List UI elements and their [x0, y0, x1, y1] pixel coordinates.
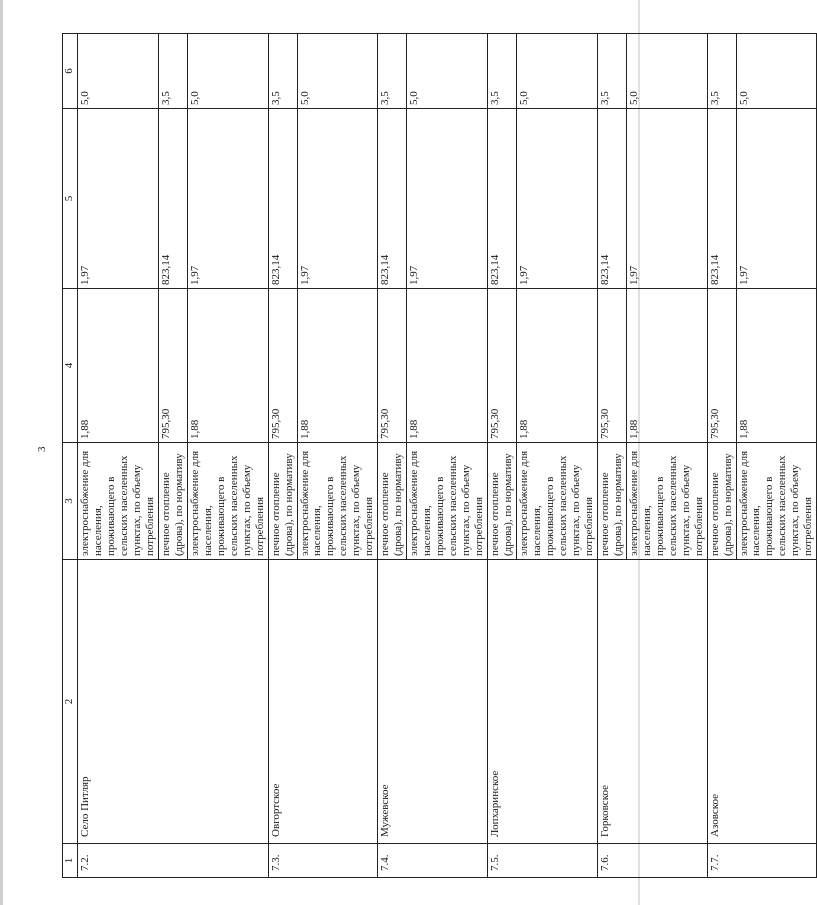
- row-number: 7.7.: [707, 844, 817, 878]
- value-col6: 3,5: [707, 34, 736, 109]
- value-col4: 1,88: [187, 289, 268, 443]
- service-description: электроснабжение для населения, проживающего в сельских населенных пунктах, по объему потребления: [297, 443, 378, 560]
- service-description: электроснабжение для населения, проживающего в сельских населенных пунктах, по объему потребления: [517, 443, 598, 560]
- value-col4: 1,88: [407, 289, 488, 443]
- value-col4: 795,30: [378, 289, 407, 443]
- value-col6: 3,5: [158, 34, 187, 109]
- value-col5: 1,97: [736, 109, 817, 289]
- service-description: электроснабжение для населения, проживающего в сельских населенных пунктах, по объему потребления: [626, 443, 707, 560]
- service-description: печное отопление (дрова), по нормативу: [158, 443, 187, 560]
- value-col5: 823,14: [268, 109, 297, 289]
- value-col5: 823,14: [597, 109, 626, 289]
- value-col4: 795,30: [158, 289, 187, 443]
- table-row: [378, 34, 407, 878]
- value-col5: 823,14: [378, 109, 407, 289]
- settlement-name: Овгортское: [268, 560, 378, 844]
- value-col6: 5,0: [78, 34, 159, 109]
- service-description: электроснабжение для населения, проживающего в сельских населенных пунктах, по объему потребления: [407, 443, 488, 560]
- value-col6: 3,5: [268, 34, 297, 109]
- value-col5: 1,97: [626, 109, 707, 289]
- value-col4: 1,88: [626, 289, 707, 443]
- row-number: 7.3.: [268, 844, 378, 878]
- settlement-name: Село Питляр: [78, 560, 269, 844]
- value-col5: 823,14: [488, 109, 517, 289]
- service-description: печное отопление (дрова), по нормативу: [378, 443, 407, 560]
- service-description: печное отопление (дрова), по нормативу: [597, 443, 626, 560]
- value-col5: 823,14: [707, 109, 736, 289]
- value-col5: 1,97: [407, 109, 488, 289]
- settlement-name: Азовское: [707, 560, 817, 844]
- value-col4: 1,88: [297, 289, 378, 443]
- value-col6: 5,0: [626, 34, 707, 109]
- value-col6: 5,0: [187, 34, 268, 109]
- value-col6: 3,5: [597, 34, 626, 109]
- tariff-table: [62, 33, 817, 878]
- value-col4: 795,30: [268, 289, 297, 443]
- service-description: электроснабжение для населения, проживающего в сельских населенных пунктах, по объему потребления: [736, 443, 817, 560]
- table-row: [268, 34, 297, 878]
- table-row: [78, 34, 159, 878]
- service-description: печное отопление (дрова), по нормативу: [488, 443, 517, 560]
- service-description: печное отопление (дрова), по нормативу: [268, 443, 297, 560]
- value-col6: 3,5: [378, 34, 407, 109]
- value-col4: 1,88: [517, 289, 598, 443]
- value-col4: 795,30: [597, 289, 626, 443]
- row-number: 7.4.: [378, 844, 488, 878]
- value-col5: 1,97: [297, 109, 378, 289]
- row-number: 7.5.: [488, 844, 598, 878]
- table-row: [488, 34, 517, 878]
- settlement-name: Лопхаринское: [488, 560, 598, 844]
- value-col6: 5,0: [297, 34, 378, 109]
- value-col4: 795,30: [488, 289, 517, 443]
- value-col4: 1,88: [78, 289, 159, 443]
- row-number: 7.2.: [78, 844, 269, 878]
- settlement-name: Мужевское: [378, 560, 488, 844]
- service-description: печное отопление (дрова), по нормативу: [707, 443, 736, 560]
- settlement-name: Горковское: [597, 560, 707, 844]
- column-header: 4: [63, 289, 78, 443]
- value-col4: 1,88: [736, 289, 817, 443]
- table-row: [597, 34, 626, 878]
- value-col5: 1,97: [78, 109, 159, 289]
- service-description: электроснабжение для населения, проживающего в сельских населенных пунктах, по объему потребления: [187, 443, 268, 560]
- value-col6: 5,0: [736, 34, 817, 109]
- row-number: 7.6.: [597, 844, 707, 878]
- column-header: 5: [63, 109, 78, 289]
- value-col6: 5,0: [407, 34, 488, 109]
- page-number: 3: [36, 446, 48, 452]
- column-header: 3: [63, 443, 78, 560]
- value-col6: 3,5: [488, 34, 517, 109]
- service-description: электроснабжение для населения, проживающего в сельских населенных пунктах, по объему потребления: [78, 443, 159, 560]
- value-col5: 1,97: [517, 109, 598, 289]
- column-header: 2: [63, 560, 78, 844]
- column-header: 1: [63, 844, 78, 878]
- value-col5: 1,97: [187, 109, 268, 289]
- table-row: [707, 34, 736, 878]
- value-col6: 5,0: [517, 34, 598, 109]
- scan-edge-left: [0, 0, 3, 905]
- table-header-row: [63, 34, 78, 878]
- value-col4: 795,30: [707, 289, 736, 443]
- column-header: 6: [63, 34, 78, 109]
- value-col5: 823,14: [158, 109, 187, 289]
